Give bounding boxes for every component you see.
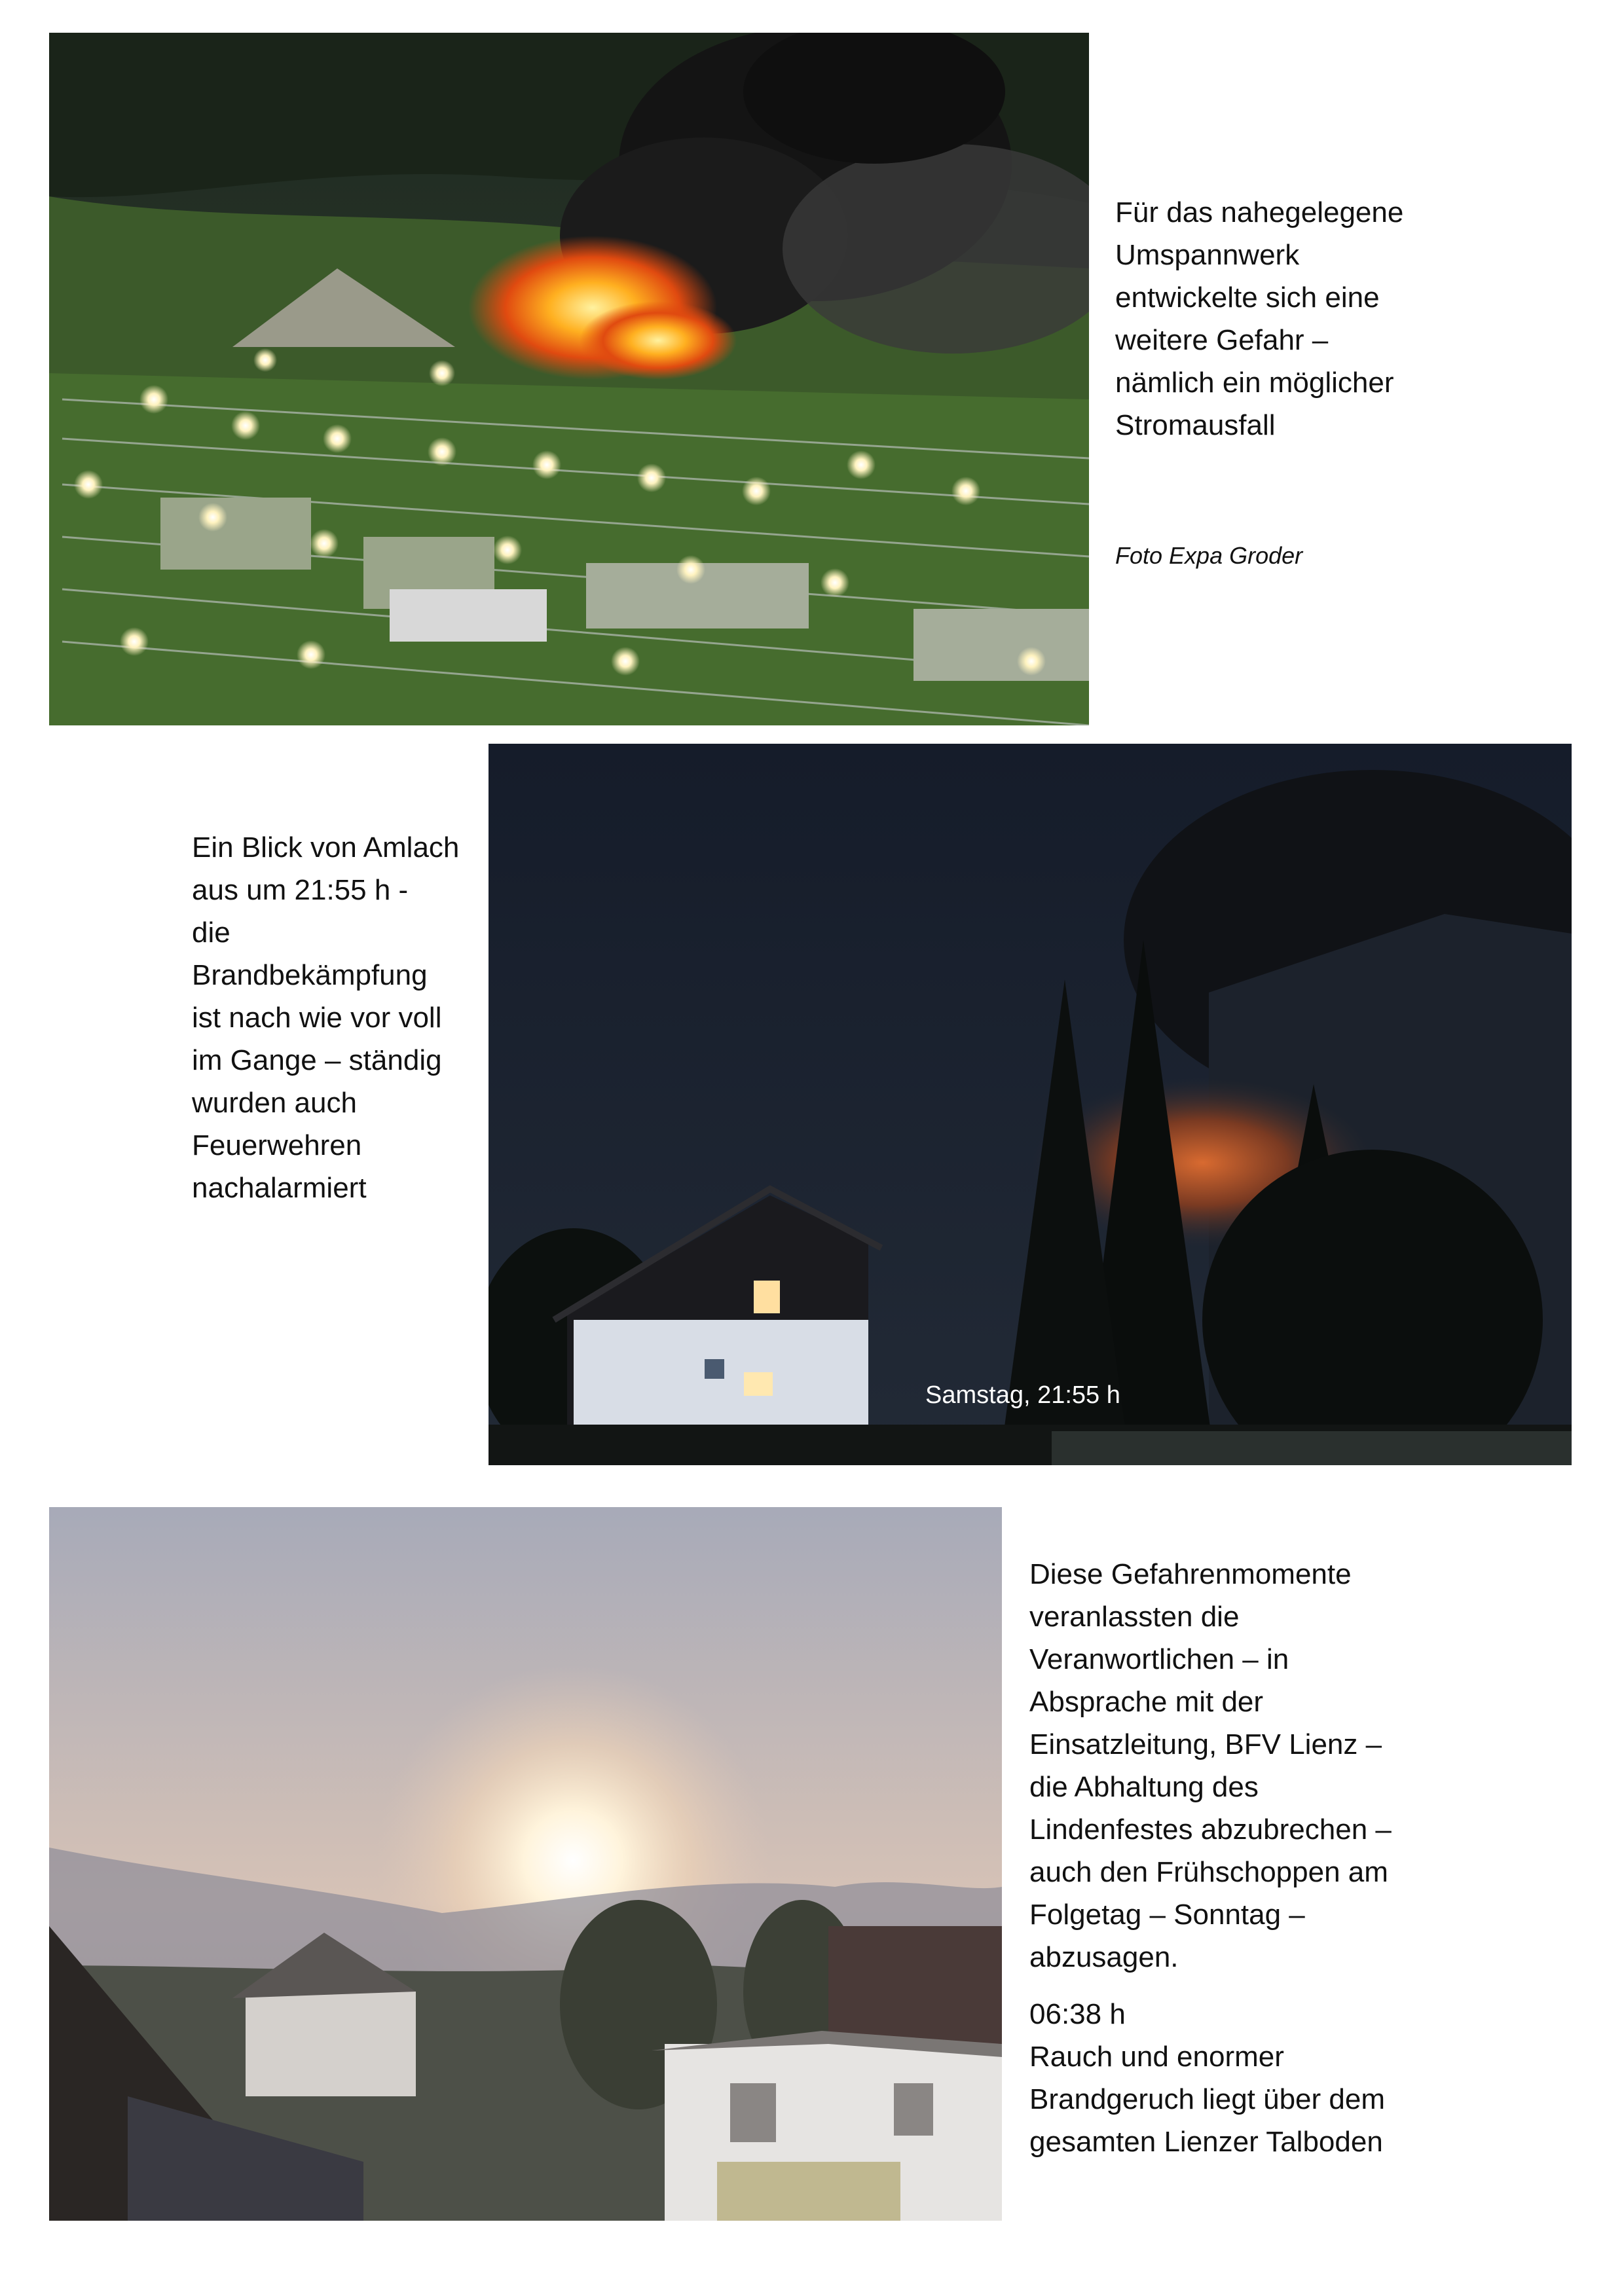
photo-timestamp: Samstag, 21:55 h [925, 1381, 1120, 1409]
substation-fire-photo [49, 33, 1089, 725]
cancellation-caption: Diese Gefahrenmomente veranlassten die Veranwortlichen – in Absprache mit der Einsatzleitung, BFV Lienz – die Abhaltung des Lindenfestes abzubrechen – auch den Frühschoppen am Folgetag – Sonntag – abzusagen. 06:38 h Rauch und enormer Brandgeruch liegt über dem gesamten Lienzer Talboden [1029, 1553, 1488, 2163]
time-label: 06:38 h [1029, 1998, 1126, 2030]
photo-credit: Foto Expa Groder [1115, 542, 1303, 569]
night-view-photo [489, 744, 1572, 1465]
substation-caption: Für das nahegelegene Umspannwerk entwickelte sich eine weitere Gefahr – nämlich ein möglicher Stromausfall [1115, 196, 1404, 441]
morning-smoke-photo [49, 1507, 1002, 2221]
amlach-caption: Ein Blick von Amlach aus um 21:55 h - die Brandbekämpfung ist nach wie vor voll im Gange – ständig wurden auch Feuerwehren nachalarmiert [192, 831, 460, 1204]
